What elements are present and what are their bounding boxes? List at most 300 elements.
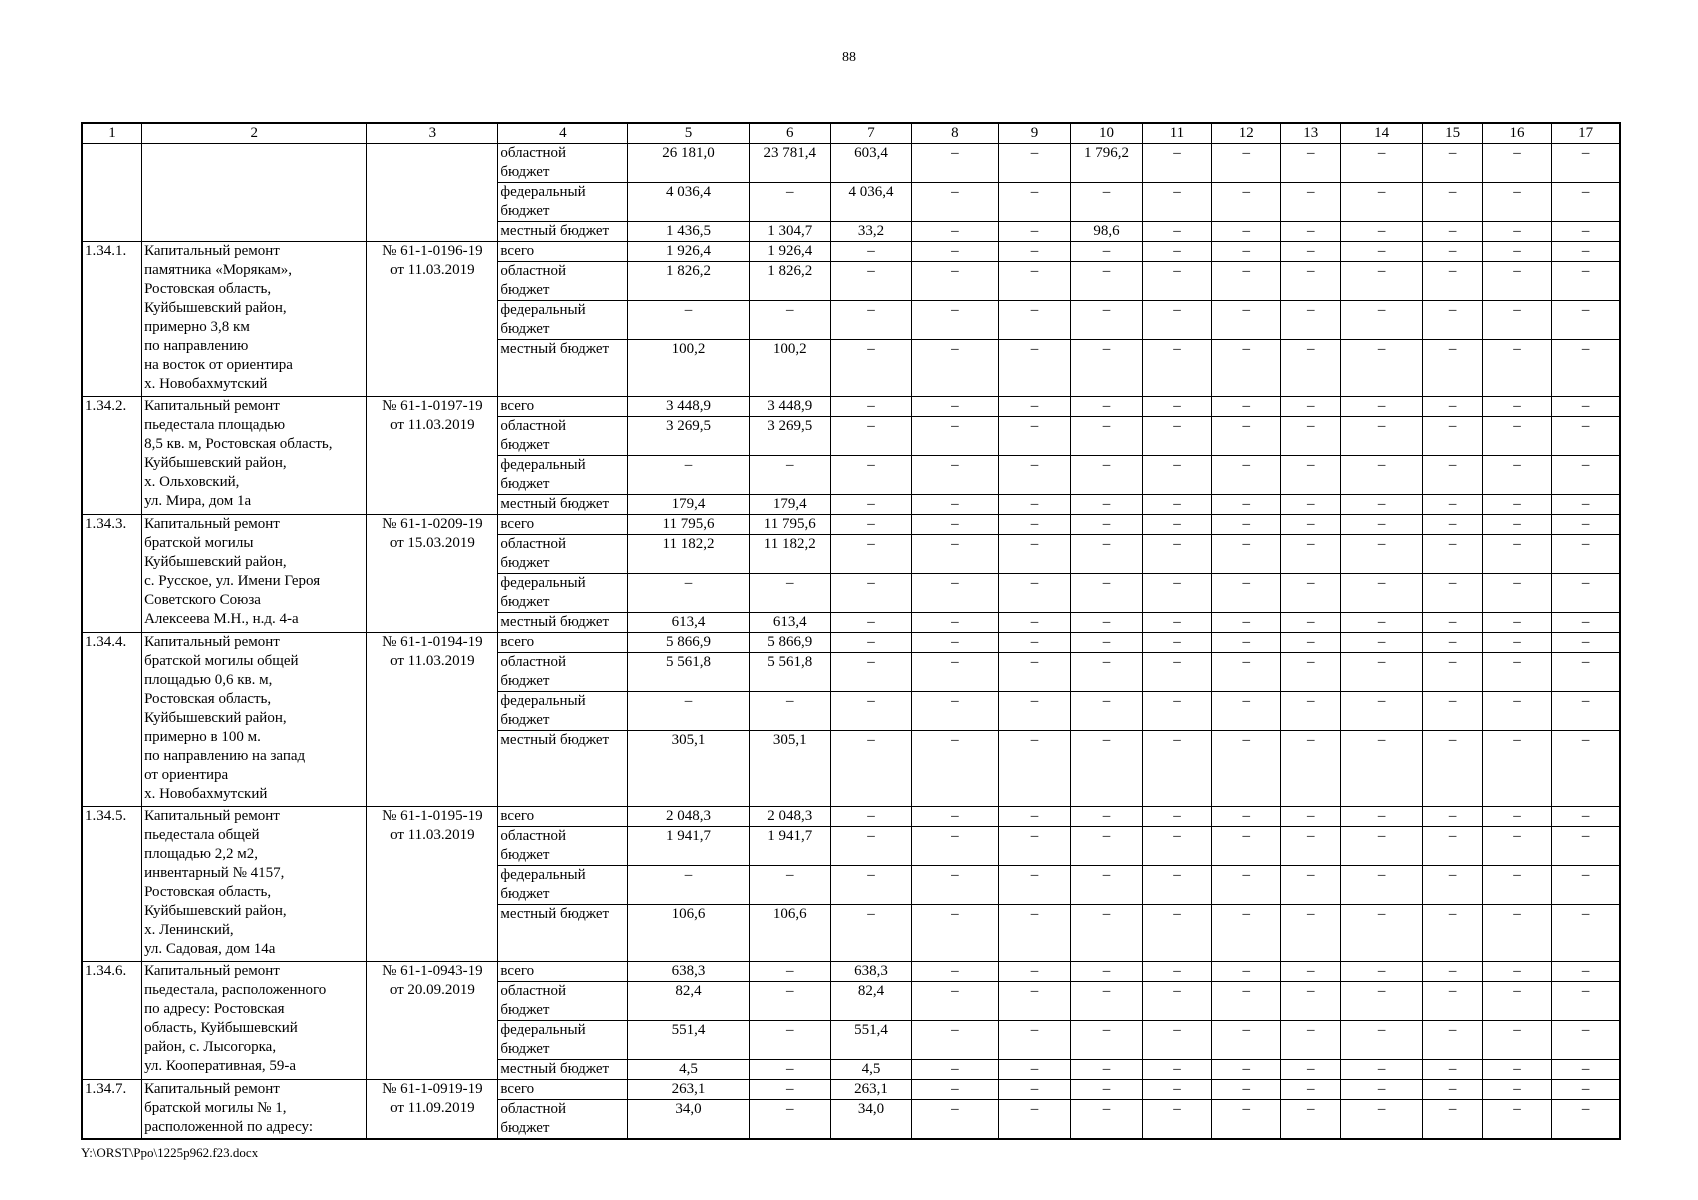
- value-col-8: –: [912, 1021, 999, 1060]
- value-col-16: –: [1482, 633, 1551, 653]
- value-col-11: –: [1142, 340, 1211, 397]
- value-col-7: –: [830, 633, 911, 653]
- value-col-11: –: [1142, 183, 1211, 222]
- value-col-7: 33,2: [830, 222, 911, 242]
- value-col-13: –: [1281, 495, 1341, 515]
- column-header-5: 5: [628, 123, 749, 144]
- column-header-1: 1: [82, 123, 142, 144]
- value-col-9: –: [998, 456, 1071, 495]
- value-col-11: –: [1142, 397, 1211, 417]
- value-col-17: –: [1552, 731, 1620, 807]
- value-col-6: –: [749, 1060, 830, 1080]
- value-col-5: 106,6: [628, 905, 749, 962]
- value-col-5: 82,4: [628, 982, 749, 1021]
- funding-source: федеральный бюджет: [498, 301, 628, 340]
- value-col-6: 179,4: [749, 495, 830, 515]
- value-col-16: –: [1482, 495, 1551, 515]
- funding-source: всего: [498, 397, 628, 417]
- value-col-15: –: [1423, 222, 1483, 242]
- value-col-11: –: [1142, 574, 1211, 613]
- value-col-5: 11 182,2: [628, 535, 749, 574]
- value-col-8: –: [912, 807, 999, 827]
- funding-source: федеральный бюджет: [498, 866, 628, 905]
- value-col-9: –: [998, 807, 1071, 827]
- value-col-6: –: [749, 183, 830, 222]
- value-col-12: –: [1212, 1100, 1281, 1140]
- value-col-16: –: [1482, 456, 1551, 495]
- value-col-13: –: [1281, 301, 1341, 340]
- column-header-15: 15: [1423, 123, 1483, 144]
- value-col-14: –: [1340, 633, 1422, 653]
- value-col-9: –: [998, 242, 1071, 262]
- value-col-12: –: [1212, 183, 1281, 222]
- value-col-11: –: [1142, 807, 1211, 827]
- value-col-13: –: [1281, 144, 1341, 183]
- funding-source: областной бюджет: [498, 535, 628, 574]
- value-col-12: –: [1212, 222, 1281, 242]
- value-col-10: –: [1071, 495, 1142, 515]
- value-col-6: 106,6: [749, 905, 830, 962]
- value-col-11: –: [1142, 1100, 1211, 1140]
- item-number: 1.34.5.: [82, 807, 142, 962]
- value-col-9: –: [998, 144, 1071, 183]
- column-header-7: 7: [830, 123, 911, 144]
- funding-source: областной бюджет: [498, 982, 628, 1021]
- value-col-8: –: [912, 515, 999, 535]
- value-col-8: –: [912, 456, 999, 495]
- value-col-12: –: [1212, 962, 1281, 982]
- item-name: Капитальный ремонт пьедестала, расположенного по адресу: Ростовская область, Куйбышевский район, с. Лысогорка, ул. Кооперативная, 59-а: [142, 962, 367, 1080]
- value-col-17: –: [1552, 222, 1620, 242]
- permit-number: № 61-1-0943-19 от 20.09.2019: [367, 962, 498, 1080]
- permit-number: № 61-1-0196-19 от 11.03.2019: [367, 242, 498, 397]
- value-col-15: –: [1423, 692, 1483, 731]
- value-col-11: –: [1142, 827, 1211, 866]
- value-col-6: 3 448,9: [749, 397, 830, 417]
- value-col-7: –: [830, 807, 911, 827]
- value-col-8: –: [912, 1080, 999, 1100]
- value-col-17: –: [1552, 495, 1620, 515]
- value-col-10: –: [1071, 962, 1142, 982]
- item-name: Капитальный ремонт памятника «Морякам», Ростовская область, Куйбышевский район, примерно 3,8 км по направлению на восток от ориентира х. Новобахмутский: [142, 242, 367, 397]
- funding-source: всего: [498, 1080, 628, 1100]
- value-col-12: –: [1212, 1080, 1281, 1100]
- value-col-12: –: [1212, 535, 1281, 574]
- value-col-8: –: [912, 731, 999, 807]
- value-col-12: –: [1212, 1021, 1281, 1060]
- value-col-7: –: [830, 731, 911, 807]
- value-col-17: –: [1552, 574, 1620, 613]
- value-col-5: 638,3: [628, 962, 749, 982]
- value-col-16: –: [1482, 340, 1551, 397]
- value-col-14: –: [1340, 982, 1422, 1021]
- value-col-6: 305,1: [749, 731, 830, 807]
- value-col-12: –: [1212, 495, 1281, 515]
- value-col-7: 603,4: [830, 144, 911, 183]
- value-col-7: 551,4: [830, 1021, 911, 1060]
- table-body: [82, 144, 1620, 1140]
- table-row: [82, 807, 1620, 827]
- value-col-10: –: [1071, 262, 1142, 301]
- value-col-6: –: [749, 1100, 830, 1140]
- funding-source: местный бюджет: [498, 340, 628, 397]
- funding-source: местный бюджет: [498, 613, 628, 633]
- value-col-9: –: [998, 417, 1071, 456]
- value-col-5: 1 926,4: [628, 242, 749, 262]
- value-col-13: –: [1281, 982, 1341, 1021]
- value-col-8: –: [912, 262, 999, 301]
- value-col-14: –: [1340, 417, 1422, 456]
- value-col-5: 100,2: [628, 340, 749, 397]
- value-col-11: –: [1142, 613, 1211, 633]
- value-col-13: –: [1281, 613, 1341, 633]
- value-col-11: –: [1142, 535, 1211, 574]
- item-name: Капитальный ремонт братской могилы № 1, расположенной по адресу:: [142, 1080, 367, 1140]
- value-col-9: –: [998, 515, 1071, 535]
- value-col-7: –: [830, 653, 911, 692]
- column-header-13: 13: [1281, 123, 1341, 144]
- value-col-16: –: [1482, 905, 1551, 962]
- value-col-11: –: [1142, 866, 1211, 905]
- value-col-13: –: [1281, 692, 1341, 731]
- value-col-10: –: [1071, 301, 1142, 340]
- value-col-6: 5 866,9: [749, 633, 830, 653]
- value-col-9: –: [998, 731, 1071, 807]
- value-col-12: –: [1212, 731, 1281, 807]
- value-col-16: –: [1482, 535, 1551, 574]
- value-col-8: –: [912, 183, 999, 222]
- value-col-10: –: [1071, 982, 1142, 1021]
- value-col-7: –: [830, 340, 911, 397]
- column-header-10: 10: [1071, 123, 1142, 144]
- value-col-13: –: [1281, 905, 1341, 962]
- value-col-15: –: [1423, 495, 1483, 515]
- value-col-13: –: [1281, 515, 1341, 535]
- value-col-10: 1 796,2: [1071, 144, 1142, 183]
- value-col-14: –: [1340, 574, 1422, 613]
- value-col-9: –: [998, 633, 1071, 653]
- footer-file-path: Y:\ORST\Ppo\1225p962.f23.docx: [81, 1145, 259, 1160]
- funding-source: местный бюджет: [498, 905, 628, 962]
- value-col-11: –: [1142, 1021, 1211, 1060]
- value-col-7: –: [830, 301, 911, 340]
- value-col-13: –: [1281, 456, 1341, 495]
- value-col-12: –: [1212, 1060, 1281, 1080]
- value-col-14: –: [1340, 1021, 1422, 1060]
- value-col-10: –: [1071, 633, 1142, 653]
- column-number-row: [82, 123, 1620, 144]
- column-header-8: 8: [912, 123, 999, 144]
- value-col-12: –: [1212, 827, 1281, 866]
- value-col-6: –: [749, 1021, 830, 1060]
- value-col-14: –: [1340, 144, 1422, 183]
- value-col-9: –: [998, 301, 1071, 340]
- value-col-14: –: [1340, 183, 1422, 222]
- funding-source: всего: [498, 962, 628, 982]
- value-col-7: –: [830, 262, 911, 301]
- value-col-5: –: [628, 692, 749, 731]
- value-col-10: –: [1071, 574, 1142, 613]
- value-col-14: –: [1340, 397, 1422, 417]
- value-col-9: –: [998, 613, 1071, 633]
- value-col-15: –: [1423, 397, 1483, 417]
- value-col-10: –: [1071, 1100, 1142, 1140]
- value-col-5: –: [628, 301, 749, 340]
- value-col-13: –: [1281, 1021, 1341, 1060]
- value-col-17: –: [1552, 692, 1620, 731]
- value-col-6: 5 561,8: [749, 653, 830, 692]
- value-col-17: –: [1552, 397, 1620, 417]
- funding-source: всего: [498, 633, 628, 653]
- value-col-7: –: [830, 905, 911, 962]
- value-col-15: –: [1423, 574, 1483, 613]
- value-col-9: –: [998, 1080, 1071, 1100]
- value-col-17: –: [1552, 183, 1620, 222]
- value-col-16: –: [1482, 242, 1551, 262]
- value-col-9: –: [998, 1060, 1071, 1080]
- value-col-17: –: [1552, 262, 1620, 301]
- value-col-16: –: [1482, 183, 1551, 222]
- funding-source: всего: [498, 807, 628, 827]
- value-col-8: –: [912, 417, 999, 456]
- funding-source: областной бюджет: [498, 417, 628, 456]
- value-col-6: –: [749, 301, 830, 340]
- value-col-14: –: [1340, 827, 1422, 866]
- value-col-7: –: [830, 417, 911, 456]
- value-col-6: 1 826,2: [749, 262, 830, 301]
- value-col-12: –: [1212, 515, 1281, 535]
- value-col-13: –: [1281, 1080, 1341, 1100]
- item-number: 1.34.6.: [82, 962, 142, 1080]
- funding-source: областной бюджет: [498, 827, 628, 866]
- value-col-6: 100,2: [749, 340, 830, 397]
- table-row: [82, 242, 1620, 262]
- value-col-17: –: [1552, 827, 1620, 866]
- value-col-17: –: [1552, 905, 1620, 962]
- value-col-5: 4,5: [628, 1060, 749, 1080]
- value-col-14: –: [1340, 340, 1422, 397]
- value-col-9: –: [998, 905, 1071, 962]
- value-col-11: –: [1142, 633, 1211, 653]
- value-col-14: –: [1340, 866, 1422, 905]
- value-col-14: –: [1340, 1100, 1422, 1140]
- value-col-11: –: [1142, 417, 1211, 456]
- value-col-9: –: [998, 222, 1071, 242]
- value-col-11: –: [1142, 495, 1211, 515]
- value-col-10: –: [1071, 535, 1142, 574]
- value-col-12: –: [1212, 397, 1281, 417]
- value-col-8: –: [912, 692, 999, 731]
- value-col-5: 551,4: [628, 1021, 749, 1060]
- value-col-16: –: [1482, 731, 1551, 807]
- value-col-14: –: [1340, 242, 1422, 262]
- funding-source: всего: [498, 515, 628, 535]
- value-col-8: –: [912, 633, 999, 653]
- value-col-17: –: [1552, 866, 1620, 905]
- value-col-7: –: [830, 456, 911, 495]
- value-col-14: –: [1340, 807, 1422, 827]
- value-col-6: –: [749, 982, 830, 1021]
- value-col-13: –: [1281, 962, 1341, 982]
- value-col-7: –: [830, 574, 911, 613]
- value-col-15: –: [1423, 807, 1483, 827]
- value-col-8: –: [912, 242, 999, 262]
- value-col-11: –: [1142, 1060, 1211, 1080]
- value-col-17: –: [1552, 1021, 1620, 1060]
- value-col-14: –: [1340, 495, 1422, 515]
- value-col-16: –: [1482, 144, 1551, 183]
- value-col-5: 5 561,8: [628, 653, 749, 692]
- value-col-8: –: [912, 495, 999, 515]
- value-col-6: –: [749, 962, 830, 982]
- value-col-17: –: [1552, 1100, 1620, 1140]
- value-col-5: 5 866,9: [628, 633, 749, 653]
- table-row: [82, 144, 1620, 183]
- value-col-15: –: [1423, 633, 1483, 653]
- value-col-5: –: [628, 866, 749, 905]
- funding-source: областной бюджет: [498, 1100, 628, 1140]
- value-col-6: –: [749, 456, 830, 495]
- value-col-5: 34,0: [628, 1100, 749, 1140]
- item-number: 1.34.1.: [82, 242, 142, 397]
- value-col-17: –: [1552, 982, 1620, 1021]
- value-col-15: –: [1423, 340, 1483, 397]
- value-col-14: –: [1340, 535, 1422, 574]
- value-col-12: –: [1212, 653, 1281, 692]
- value-col-16: –: [1482, 827, 1551, 866]
- value-col-11: –: [1142, 301, 1211, 340]
- value-col-9: –: [998, 827, 1071, 866]
- value-col-16: –: [1482, 417, 1551, 456]
- value-col-9: –: [998, 183, 1071, 222]
- value-col-7: 638,3: [830, 962, 911, 982]
- value-col-10: –: [1071, 515, 1142, 535]
- column-header-2: 2: [142, 123, 367, 144]
- value-col-8: –: [912, 397, 999, 417]
- value-col-16: –: [1482, 982, 1551, 1021]
- value-col-10: –: [1071, 866, 1142, 905]
- value-col-13: –: [1281, 183, 1341, 222]
- value-col-17: –: [1552, 515, 1620, 535]
- value-col-15: –: [1423, 515, 1483, 535]
- value-col-8: –: [912, 827, 999, 866]
- value-col-17: –: [1552, 613, 1620, 633]
- value-col-15: –: [1423, 456, 1483, 495]
- value-col-9: –: [998, 866, 1071, 905]
- value-col-11: –: [1142, 692, 1211, 731]
- value-col-7: 4 036,4: [830, 183, 911, 222]
- value-col-11: –: [1142, 222, 1211, 242]
- value-col-13: –: [1281, 417, 1341, 456]
- funding-source: местный бюджет: [498, 1060, 628, 1080]
- value-col-10: –: [1071, 397, 1142, 417]
- value-col-14: –: [1340, 1060, 1422, 1080]
- value-col-11: –: [1142, 144, 1211, 183]
- item-name: Капитальный ремонт пьедестала общей площадью 2,2 м2, инвентарный № 4157, Ростовская область, Куйбышевский район, х. Ленинский, ул. Садовая, дом 14а: [142, 807, 367, 962]
- value-col-14: –: [1340, 905, 1422, 962]
- value-col-16: –: [1482, 613, 1551, 633]
- funding-source: областной бюджет: [498, 653, 628, 692]
- value-col-9: –: [998, 535, 1071, 574]
- value-col-12: –: [1212, 262, 1281, 301]
- value-col-5: 1 826,2: [628, 262, 749, 301]
- value-col-5: 179,4: [628, 495, 749, 515]
- funding-source: федеральный бюджет: [498, 692, 628, 731]
- value-col-6: 1 941,7: [749, 827, 830, 866]
- value-col-13: –: [1281, 535, 1341, 574]
- value-col-12: –: [1212, 574, 1281, 613]
- value-col-14: –: [1340, 456, 1422, 495]
- item-name: Капитальный ремонт пьедестала площадью 8,5 кв. м, Ростовская область, Куйбышевский район, х. Ольховский, ул. Мира, дом 1а: [142, 397, 367, 515]
- value-col-10: –: [1071, 905, 1142, 962]
- column-header-6: 6: [749, 123, 830, 144]
- funding-source: федеральный бюджет: [498, 183, 628, 222]
- value-col-16: –: [1482, 397, 1551, 417]
- permit-number: № 61-1-0194-19 от 11.03.2019: [367, 633, 498, 807]
- value-col-13: –: [1281, 262, 1341, 301]
- funding-source: федеральный бюджет: [498, 574, 628, 613]
- value-col-13: –: [1281, 653, 1341, 692]
- value-col-12: –: [1212, 242, 1281, 262]
- value-col-8: –: [912, 301, 999, 340]
- value-col-16: –: [1482, 222, 1551, 242]
- value-col-5: 1 941,7: [628, 827, 749, 866]
- value-col-8: –: [912, 1100, 999, 1140]
- value-col-14: –: [1340, 692, 1422, 731]
- budget-table: [81, 122, 1621, 1140]
- value-col-10: –: [1071, 731, 1142, 807]
- value-col-17: –: [1552, 1080, 1620, 1100]
- value-col-6: 613,4: [749, 613, 830, 633]
- value-col-6: 2 048,3: [749, 807, 830, 827]
- value-col-12: –: [1212, 417, 1281, 456]
- value-col-13: –: [1281, 866, 1341, 905]
- value-col-6: 1 304,7: [749, 222, 830, 242]
- value-col-15: –: [1423, 962, 1483, 982]
- value-col-5: –: [628, 574, 749, 613]
- value-col-15: –: [1423, 827, 1483, 866]
- value-col-11: –: [1142, 242, 1211, 262]
- permit-number: № 61-1-0919-19 от 11.09.2019: [367, 1080, 498, 1140]
- funding-source: федеральный бюджет: [498, 1021, 628, 1060]
- column-header-14: 14: [1340, 123, 1422, 144]
- value-col-8: –: [912, 653, 999, 692]
- value-col-10: –: [1071, 340, 1142, 397]
- value-col-14: –: [1340, 222, 1422, 242]
- value-col-7: 34,0: [830, 1100, 911, 1140]
- column-header-9: 9: [998, 123, 1071, 144]
- value-col-13: –: [1281, 1060, 1341, 1080]
- value-col-14: –: [1340, 962, 1422, 982]
- value-col-9: –: [998, 397, 1071, 417]
- value-col-12: –: [1212, 144, 1281, 183]
- value-col-14: –: [1340, 301, 1422, 340]
- value-col-10: –: [1071, 653, 1142, 692]
- value-col-16: –: [1482, 692, 1551, 731]
- item-number: 1.34.4.: [82, 633, 142, 807]
- value-col-16: –: [1482, 1100, 1551, 1140]
- value-col-11: –: [1142, 905, 1211, 962]
- value-col-13: –: [1281, 242, 1341, 262]
- value-col-16: –: [1482, 574, 1551, 613]
- value-col-9: –: [998, 982, 1071, 1021]
- table-row: [82, 515, 1620, 535]
- column-header-4: 4: [498, 123, 628, 144]
- value-col-6: 11 182,2: [749, 535, 830, 574]
- value-col-8: –: [912, 574, 999, 613]
- value-col-10: –: [1071, 827, 1142, 866]
- value-col-16: –: [1482, 301, 1551, 340]
